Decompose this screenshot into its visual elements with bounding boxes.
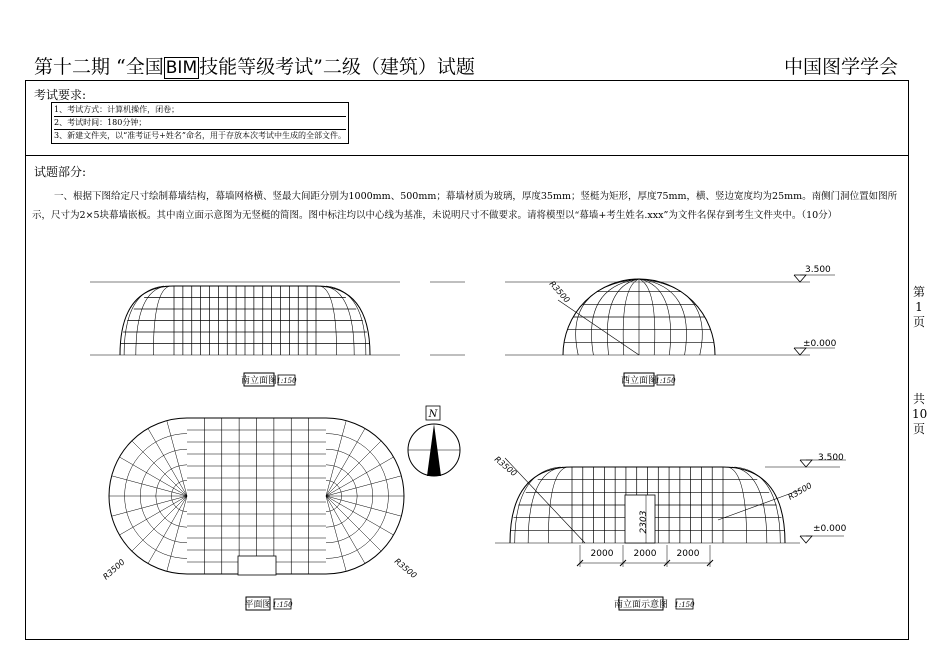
page-total: 共 10 页 <box>912 392 928 436</box>
plan-radial-mullion <box>326 441 381 496</box>
south-schematic-drawing <box>495 458 846 567</box>
question-text: 一、根据下图给定尺寸绘制幕墙结构，幕墙网格横、竖最大间距分别为1000mm、500mm；幕墙材质为玻璃，厚度35mm；竖梃为矩形，厚度75mm，横、竖边宽度均为25mm。南侧门洞位置如图所示，尺寸为2×5块幕墙嵌板。其中南立面示意图为无竖梃的简图。图中标注均以中心线为基准，未说明尺寸不做要求。请将模型以“幕墙+考生姓名.xxx”为文件名保存到考生文件夹中。（10分） <box>32 191 898 221</box>
plan-radial-mullion <box>119 496 187 535</box>
plan-radial-mullion <box>326 496 346 571</box>
schematic-scale: 1:150 <box>674 601 695 609</box>
east-level-base: ±0.000 <box>803 339 837 349</box>
plan-radial-mullion <box>119 457 187 496</box>
schematic-dim-3: 2000 <box>676 549 700 559</box>
plan-radial-mullion <box>148 428 187 496</box>
requirement-item: 1、考试方式：计算机操作，闭卷； <box>54 104 346 117</box>
title-prefix: 第十二期 “全国 <box>34 56 164 78</box>
level-triangle <box>800 536 812 543</box>
page-number: 第 1 页 <box>912 285 925 329</box>
east-elevation-scale: 1:150 <box>655 377 676 385</box>
plan-radius-left: R3500 <box>101 557 127 582</box>
requirement-item: 3、新建文件夹，以“准考证号+姓名”命名，用于存放本次考试中生成的全部文件。 <box>54 131 346 140</box>
plan-scale: 1:150 <box>272 601 293 609</box>
plan-radial-mullion <box>326 496 394 535</box>
plan-radial-mullion <box>112 476 187 496</box>
level-triangle <box>800 460 812 467</box>
level-triangle <box>794 348 806 355</box>
south-elevation-scale: 1:150 <box>276 377 297 385</box>
east-radius-label: R3500 <box>547 279 572 305</box>
schematic-dim-2: 2000 <box>633 549 657 559</box>
east-level-top: 3.500 <box>805 265 831 275</box>
schematic-title: 南立面示意图 <box>613 600 669 610</box>
radius-line <box>558 300 639 355</box>
requirement-item: 2、考试时间：180分钟； <box>54 117 346 130</box>
plan-radial-mullion <box>326 421 346 496</box>
plan-radial-mullion <box>326 476 401 496</box>
plan-radius-right: R3500 <box>392 556 419 581</box>
title-bim-box: BIM <box>165 58 198 78</box>
south-elevation-title: 南立面图 <box>240 376 278 386</box>
plan-radial-mullion <box>112 496 187 516</box>
title-suffix: 技能等级考试”二级（建筑）试题 <box>199 56 475 78</box>
schematic-radius-right: R3500 <box>786 480 814 502</box>
east-elevation-title: 西立面图 <box>620 376 658 386</box>
plan-radial-mullion <box>167 421 187 496</box>
east-elevation-drawing <box>430 275 835 355</box>
schematic-radius-left: R3500 <box>492 454 519 479</box>
plan-radial-mullion <box>132 496 187 551</box>
requirements-title: 考试要求: <box>34 88 87 102</box>
plan-radial-mullion <box>326 496 401 516</box>
questions-title: 试题部分: <box>34 165 87 179</box>
plan-radial-mullion <box>167 496 187 571</box>
level-triangle <box>794 275 806 282</box>
plan-door-opening <box>238 556 276 575</box>
plan-radial-mullion <box>326 428 365 496</box>
schematic-door-height: 2303 <box>639 510 649 534</box>
schematic-level-base: ±0.000 <box>813 524 847 534</box>
schematic-dim-1: 2000 <box>590 549 614 559</box>
svg-text:N: N <box>428 409 438 420</box>
south-elevation-drawing <box>90 282 400 355</box>
north-arrow-icon <box>408 406 460 476</box>
plan-radial-mullion <box>132 441 187 496</box>
plan-radial-mullion <box>326 496 381 551</box>
schematic-level-top: 3.500 <box>818 453 844 463</box>
plan-radial-mullion <box>326 457 394 496</box>
organization-name: 中国图学学会 <box>783 56 898 78</box>
plan-radial-mullion <box>326 496 365 564</box>
plan-drawing <box>109 418 404 575</box>
plan-radial-mullion <box>148 496 187 564</box>
plan-title: 平面图 <box>244 600 272 610</box>
